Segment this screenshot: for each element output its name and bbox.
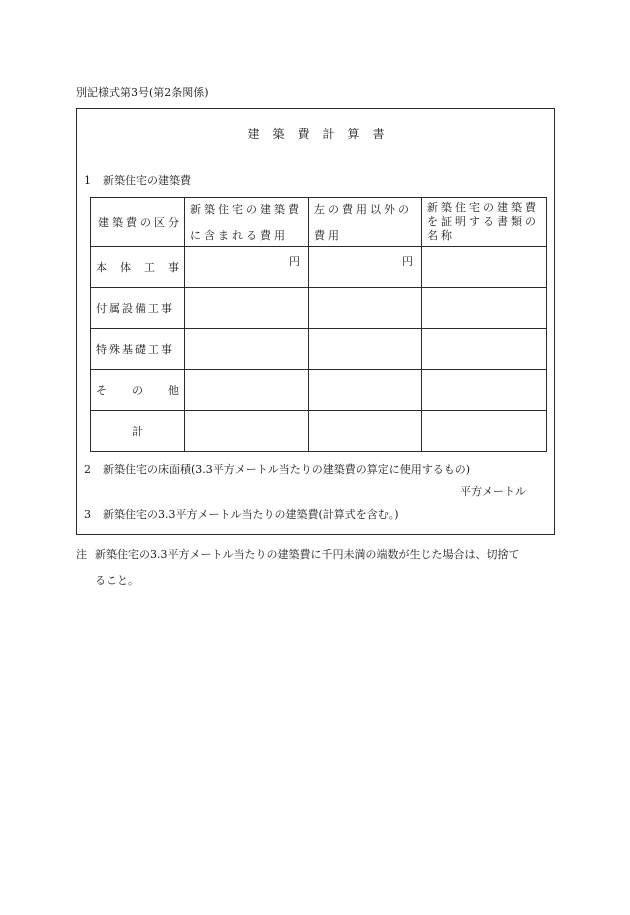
form-frame (76, 108, 555, 535)
yen-unit: 円 (402, 255, 413, 268)
form-label: 別記様式第3号(第2条関係) (76, 86, 209, 99)
section-3-heading (84, 506, 399, 522)
section-1-text: 新築住宅の建築費 (103, 174, 191, 187)
label-char: 事 (168, 261, 179, 274)
section-2-text: 新築住宅の床面積(3.3平方メートル当たりの建築費の算定に使用するもの) (103, 463, 471, 476)
square-meter-unit: 平方メートル (460, 485, 526, 498)
header-included-costs (185, 198, 309, 247)
section-3-text: 新築住宅の3.3平方メートル当たりの建築費(計算式を含む。) (103, 508, 399, 521)
label-char: 工 (144, 261, 155, 274)
note-line-2: ること。 (95, 574, 139, 587)
section-3-number: 3 (84, 508, 91, 521)
note-text-1: 新築住宅の3.3平方メートル当たりの建築費に千円未満の端数が生じた場合は、切捨て (95, 548, 520, 561)
row-label-text: 付属設備工事 (96, 302, 174, 315)
section-1-number: 1 (84, 174, 91, 187)
label-char: そ (96, 384, 107, 397)
cell-foundation-other[interactable] (309, 329, 422, 370)
header-included-line2: に含まれる費用 (190, 229, 288, 242)
row-label-equipment-works (91, 288, 185, 329)
row-label-main-works (91, 247, 185, 288)
section-2-number: 2 (84, 463, 91, 476)
table-header-row (91, 198, 547, 247)
cell-equipment-proof[interactable] (422, 288, 547, 329)
cell-main-other[interactable] (309, 247, 422, 288)
label-char: 本 (96, 261, 107, 274)
header-proof-line3: 名称 (427, 229, 455, 242)
header-other-line2: 費用 (314, 229, 342, 242)
row-label-foundation-works (91, 329, 185, 370)
section-1-heading (84, 172, 191, 188)
cell-total-included[interactable] (185, 411, 309, 452)
note-line-1 (76, 546, 520, 562)
label-char: 体 (120, 261, 131, 274)
header-proof-line1: 新築住宅の建築費 (427, 201, 539, 214)
cell-foundation-included[interactable] (185, 329, 309, 370)
header-other-line1: 左の費用以外の (314, 203, 412, 216)
row-label-text: 計 (132, 425, 143, 438)
cell-equipment-included[interactable] (185, 288, 309, 329)
row-label-total (91, 411, 185, 452)
cell-total-other[interactable] (309, 411, 422, 452)
header-included-line1: 新築住宅の建築費 (190, 203, 302, 216)
table-row-total (91, 411, 547, 452)
construction-cost-table (90, 197, 547, 452)
section-2-heading (84, 461, 470, 477)
header-cost-category (91, 198, 185, 247)
label-char: 他 (168, 384, 179, 397)
yen-unit: 円 (289, 255, 300, 268)
cell-other-proof[interactable] (422, 370, 547, 411)
table-row-foundation-works (91, 329, 547, 370)
cell-foundation-proof[interactable] (422, 329, 547, 370)
table-row-main-works (91, 247, 547, 288)
cell-total-proof[interactable] (422, 411, 547, 452)
table-row-equipment-works (91, 288, 547, 329)
cell-other-other[interactable] (309, 370, 422, 411)
cell-main-proof[interactable] (422, 247, 547, 288)
header-proof-line2: を証明する書類の (427, 215, 539, 228)
table-row-other (91, 370, 547, 411)
label-char: の (132, 384, 143, 397)
cell-main-included[interactable] (185, 247, 309, 288)
header-other-costs (309, 198, 422, 247)
header-proof-document (422, 198, 547, 247)
header-cost-category-text: 建築費の区分 (98, 216, 182, 229)
row-label-text: 特殊基礎工事 (96, 343, 174, 356)
cell-other-included[interactable] (185, 370, 309, 411)
row-label-other (91, 370, 185, 411)
document-title: 建築費計算書 (247, 127, 398, 141)
note-label: 注 (76, 548, 87, 561)
cell-equipment-other[interactable] (309, 288, 422, 329)
